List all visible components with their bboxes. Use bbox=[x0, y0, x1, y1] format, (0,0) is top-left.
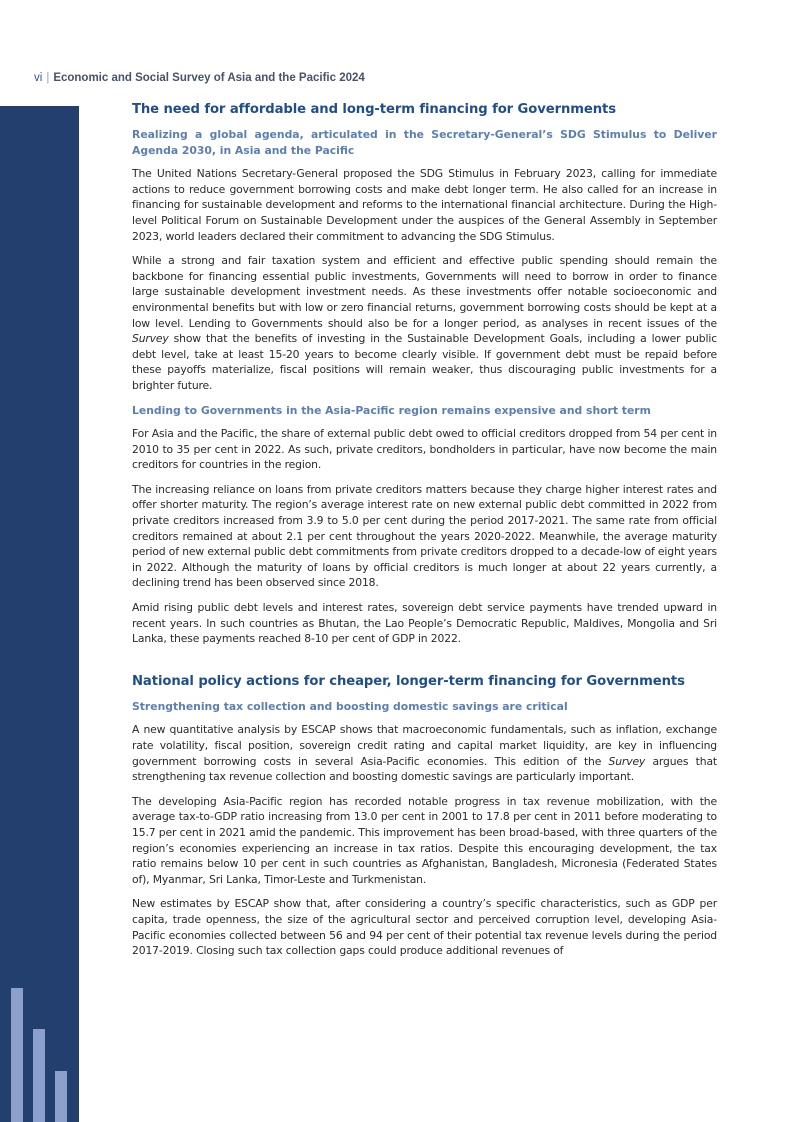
decorative-bar-1 bbox=[11, 988, 23, 1122]
decorative-sidebar bbox=[0, 106, 79, 1122]
paragraph: Amid rising public debt levels and interest rates, sovereign debt service payments have trended upward in recent years. In such countries as Bhutan, the Lao People’s Democratic Republic, Maldives, Mongolia and Sri Lanka, these payments reached 8-10 per cent of GDP in 2022. bbox=[132, 601, 717, 646]
paragraph: The United Nations Secretary-General proposed the SDG Stimulus in February 2023, calling for immediate actions to reduce government borrowing costs and make debt longer term. He also called for an increase in financing for sustainable development and reforms to the international financial architecture. During the High-level Political Forum on Sustainable Development under the auspices of the General Assembly in September 2023, world leaders declared their commitment to advancing the SDG Stimulus. bbox=[132, 167, 717, 243]
subsection-heading: Realizing a global agenda, articulated in the Secretary-General’s SDG Stimulus to Deliver Agenda 2030, in Asia and the Pacific bbox=[132, 128, 717, 157]
section-affordable-financing bbox=[132, 102, 717, 647]
main-content bbox=[132, 102, 717, 968]
text-run: A new quantitative analysis by ESCAP shows that macroeconomic fundamentals, such as inflation, exchange rate volatility, fiscal position, sovereign credit rating and capital market liquidity, are key in influencing government borrowing costs in several Asia-Pacific economies. This edition of the bbox=[132, 723, 717, 768]
decorative-bar-2 bbox=[33, 1029, 45, 1122]
paragraph: The increasing reliance on loans from private creditors matters because they charge higher interest rates and offer shorter maturity. The region’s average interest rate on new external public debt committed in 2022 from private creditors increased from 3.9 to 5.0 per cent during the period 2017-2021. The same rate from official creditors remained at about 2.1 per cent throughout the years 2020-2022. Meanwhile, the average maturity period of new external public debt commitments from private creditors dropped to a decade-low of eight years in 2022. Although the maturity of loans by official creditors is much longer at about 22 years currently, a declining trend has been observed since 2018. bbox=[132, 482, 717, 590]
section-national-policy bbox=[132, 674, 717, 959]
header-separator: | bbox=[46, 72, 50, 84]
text-run: argues that strengthening tax revenue collection and boosting domestic savings are particularly important. bbox=[132, 754, 717, 784]
running-header bbox=[34, 72, 365, 84]
paragraph: New estimates by ESCAP show that, after considering a country’s specific characteristics, such as GDP per capita, trade openness, the size of the agricultural sector and perceived corruption level, developing Asia-Pacific economies collected between 56 and 94 per cent of their potential tax revenue levels during the period 2017-2019. Closing such tax collection gaps could produce additional revenues of bbox=[132, 897, 717, 958]
decorative-bar-3 bbox=[55, 1071, 67, 1122]
page-number: vi bbox=[34, 72, 43, 84]
italic-title: Survey bbox=[608, 754, 646, 768]
paragraph: For Asia and the Pacific, the share of external public debt owed to official creditors dropped from 54 per cent in 2010 to 35 per cent in 2022. As such, private creditors, bondholders in particular, have now become the main creditors for countries in the region. bbox=[132, 427, 717, 472]
paragraph bbox=[132, 253, 717, 393]
section-heading: The need for affordable and long-term financing for Governments bbox=[132, 102, 617, 117]
italic-title: Survey bbox=[132, 332, 169, 346]
text-run: While a strong and fair taxation system and efficient and effective public spending should remain the backbone for financing essential public investments, Governments will need to borrow in order to finance large sustainable development investment needs. As these investments offer notable socioeconomic and environmental benefits but with low or zero financial returns, government borrowing costs should be kept at a low level. Lending to Governments should also be for a longer period, as analyses in recent issues of the bbox=[132, 254, 717, 330]
publication-title: Economic and Social Survey of Asia and the Pacific 2024 bbox=[53, 72, 365, 84]
subsection-heading: Lending to Governments in the Asia-Pacific region remains expensive and short term bbox=[132, 403, 651, 417]
paragraph: The developing Asia-Pacific region has recorded notable progress in tax revenue mobilization, with the average tax-to-GDP ratio increasing from 13.0 per cent in 2001 to 17.8 per cent in 2011 before moderating to 15.7 per cent in 2021 amid the pandemic. This improvement has been broad-based, with three quarters of the region’s economies experiencing an increase in tax ratios. Despite this encouraging development, the tax ratio remains below 10 per cent in such countries as Afghanistan, Bangladesh, Micronesia (Federated States of), Myanmar, Sri Lanka, Timor-Leste and Turkmenistan. bbox=[132, 794, 717, 886]
subsection-heading: Strengthening tax collection and boosting domestic savings are critical bbox=[132, 699, 568, 713]
text-run: show that the benefits of investing in the Sustainable Development Goals, including a lower public debt level, take at least 15-20 years to become clearly visible. If government debt must be repaid before these payoffs materialize, fiscal positions will remain weaker, thus discouraging public investments for a brighter future. bbox=[132, 332, 717, 392]
section-heading: National policy actions for cheaper, longer-term financing for Governments bbox=[132, 673, 685, 689]
paragraph bbox=[132, 722, 717, 784]
